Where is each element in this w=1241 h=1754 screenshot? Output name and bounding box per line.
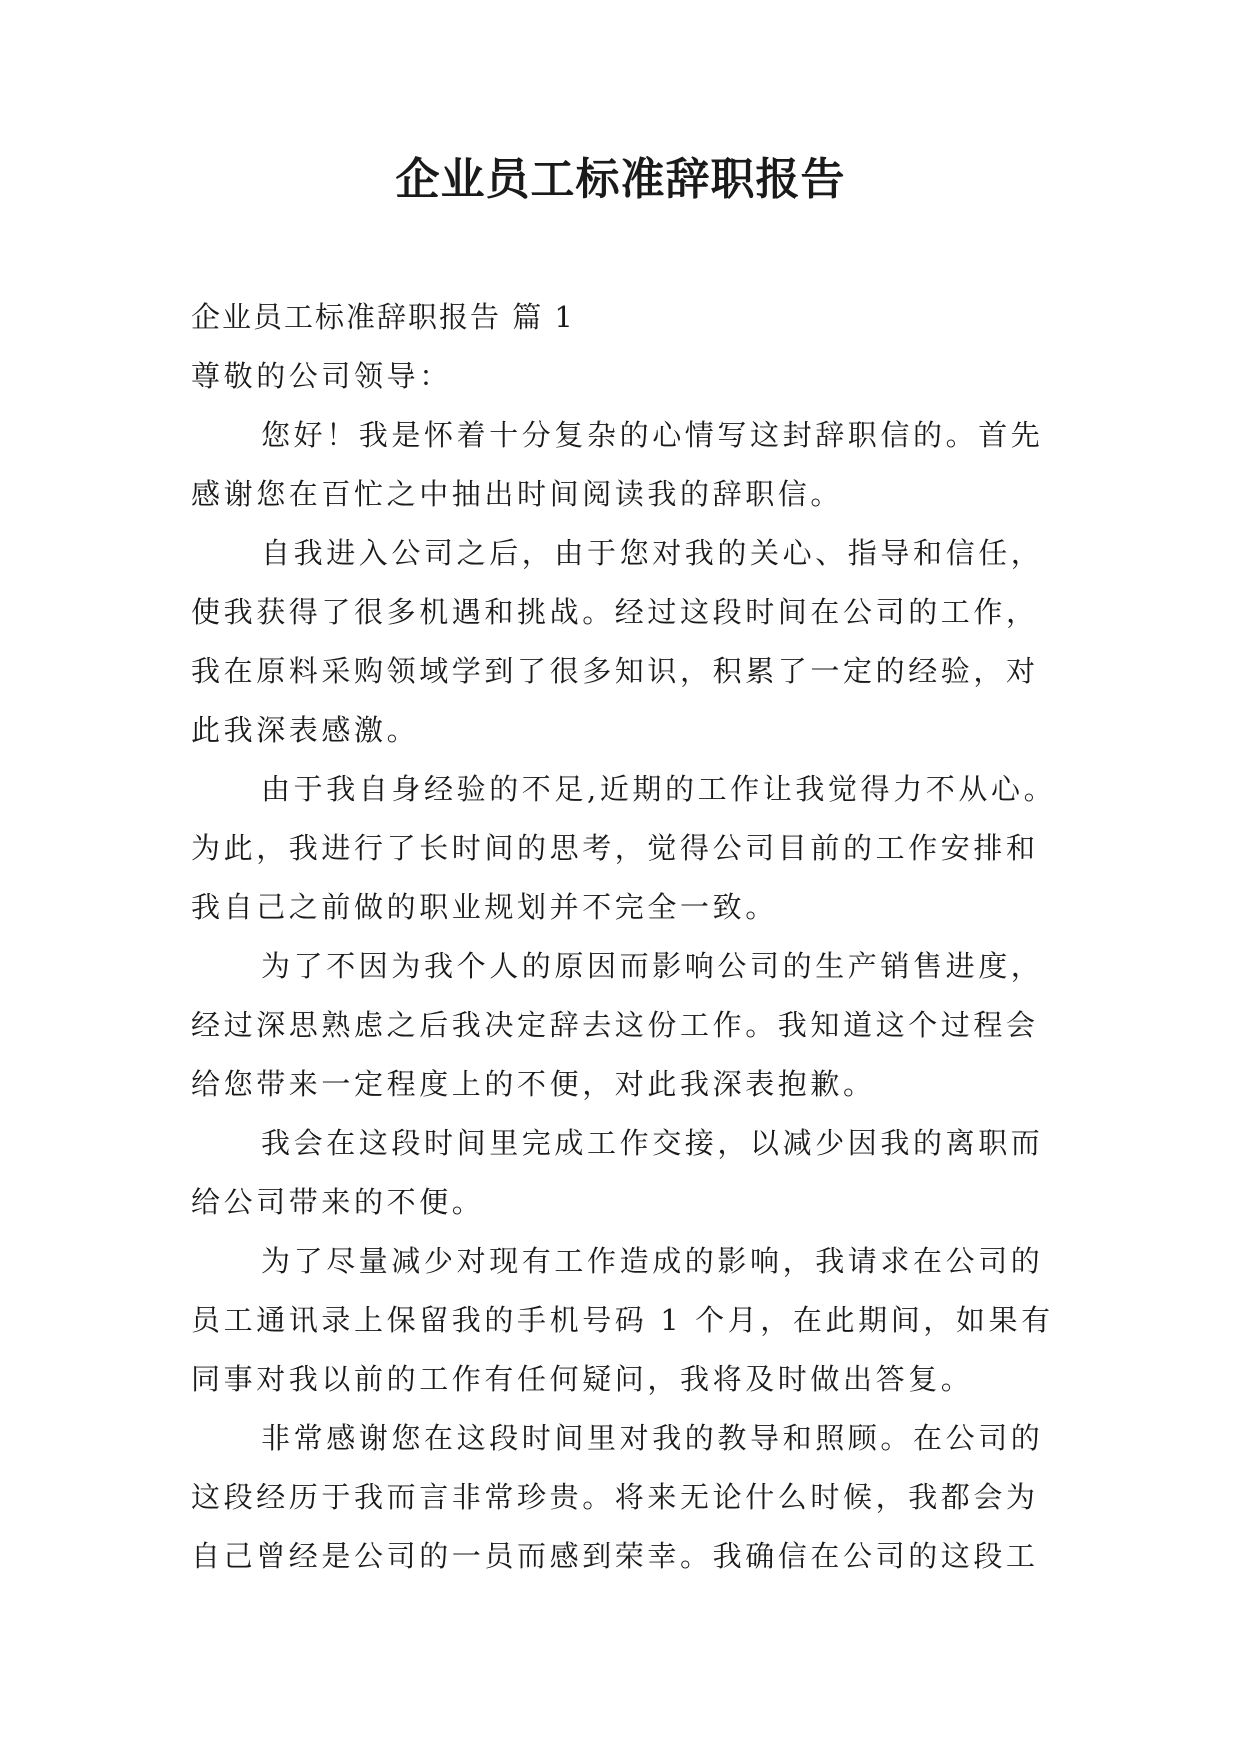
paragraph-line: 您好！我是怀着十分复杂的心情写这封辞职信的。首先: [261, 418, 1044, 452]
paragraph-line: 我自己之前做的职业规划并不完全一致。: [191, 890, 778, 924]
paragraph-line: 员工通讯录上保留我的手机号码 1 个月，在此期间，如果有: [191, 1303, 1054, 1337]
paragraph-line: 此我深表感激。: [191, 713, 420, 747]
paragraph-line: 自己曾经是公司的一员而感到荣幸。我确信在公司的这段工: [191, 1539, 1039, 1573]
paragraph-line: 感谢您在百忙之中抽出时间阅读我的辞职信。: [191, 477, 844, 511]
paragraph-line: 自我进入公司之后，由于您对我的关心、指导和信任，: [261, 536, 1044, 570]
section-heading: 企业员工标准辞职报告 篇 1: [191, 300, 575, 334]
paragraph-line: 这段经历于我而言非常珍贵。将来无论什么时候，我都会为: [191, 1480, 1039, 1514]
paragraph-line: 非常感谢您在这段时间里对我的教导和照顾。在公司的: [261, 1421, 1044, 1455]
paragraph-line: 给您带来一定程度上的不便，对此我深表抱歉。: [191, 1067, 876, 1101]
paragraph-line: 我会在这段时间里完成工作交接，以减少因我的离职而: [261, 1126, 1044, 1160]
paragraph-line: 同事对我以前的工作有任何疑问，我将及时做出答复。: [191, 1362, 974, 1396]
paragraph-line: 为了不因为我个人的原因而影响公司的生产销售进度，: [261, 949, 1044, 983]
paragraph-line: 为此，我进行了长时间的思考，觉得公司目前的工作安排和: [191, 831, 1039, 865]
paragraph-line: 使我获得了很多机遇和挑战。经过这段时间在公司的工作，: [191, 595, 1039, 629]
document-body: [191, 288, 1071, 1586]
paragraph-line: 给公司带来的不便。: [191, 1185, 485, 1219]
salutation: 尊敬的公司领导：: [191, 359, 452, 393]
document-title: 企业员工标准辞职报告: [395, 154, 846, 205]
paragraph-line: 由于我自身经验的不足,近期的工作让我觉得力不从心。: [261, 772, 1057, 806]
paragraph-line: 经过深思熟虑之后我决定辞去这份工作。我知道这个过程会: [191, 1008, 1039, 1042]
paragraph-line: 为了尽量减少对现有工作造成的影响，我请求在公司的: [261, 1244, 1044, 1278]
paragraph-line: 我在原料采购领域学到了很多知识，积累了一定的经验，对: [191, 654, 1039, 688]
